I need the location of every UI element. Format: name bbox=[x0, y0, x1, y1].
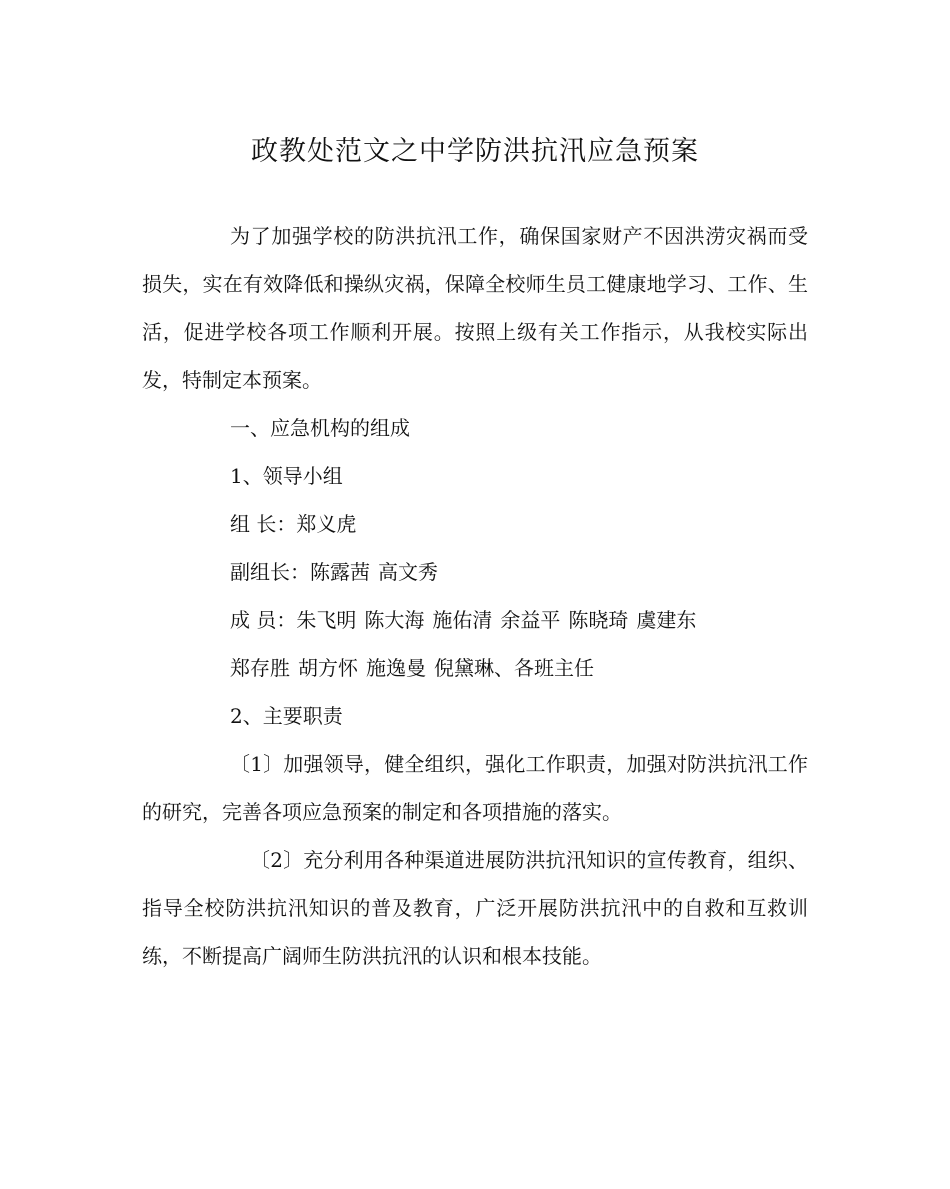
member-name: 郑存胜 bbox=[230, 656, 290, 680]
subsection-heading-main-duties: 2、主要职责 bbox=[230, 704, 343, 728]
intro-paragraph: 为了加强学校的防洪抗汛工作，确保国家财产不因洪涝灾祸而受损失，实在有效降低和操纵灾祸，保障全校师生员工健康地学习、工作、生活，促进学校各项工作顺利开展。按照上级有关工作指示，从我校实际出发，特制定本预案。 bbox=[142, 224, 808, 392]
document-body bbox=[142, 212, 808, 980]
deputy-label: 副组长： bbox=[230, 560, 310, 584]
member-name: 陈大海 bbox=[364, 608, 425, 632]
leader-line bbox=[142, 500, 808, 548]
member-name: 施佑清 bbox=[432, 608, 493, 632]
deputy-line bbox=[142, 548, 808, 596]
member-name: 陈晓琦 bbox=[568, 608, 629, 632]
member-name: 倪黛琳、各班主任 bbox=[434, 656, 594, 680]
leader-label: 组 长： bbox=[230, 512, 297, 536]
deputy-name: 高文秀 bbox=[378, 560, 438, 584]
members-line bbox=[142, 596, 808, 644]
duty-paragraph-1: 〔1〕加强领导，健全组织，强化工作职责，加强对防洪抗汛工作的研究，完善各项应急预案的制定和各项措施的落实。 bbox=[142, 752, 808, 824]
section-heading-organization: 一、应急机构的组成 bbox=[230, 416, 410, 440]
member-name: 朱飞明 bbox=[296, 608, 357, 632]
members-line-continued bbox=[142, 644, 808, 692]
member-name: 胡方怀 bbox=[298, 656, 358, 680]
member-name: 余益平 bbox=[500, 608, 561, 632]
document-title: 政教处范文之中学防洪抗汛应急预案 bbox=[251, 136, 699, 167]
duty-paragraph-2: 〔2〕充分利用各种渠道进展防洪抗汛知识的宣传教育，组织、指导全校防洪抗汛知识的普及教育，广泛开展防洪抗汛中的自救和互救训练，不断提高广阔师生防洪抗汛的认识和根本技能。 bbox=[142, 848, 808, 968]
leader-name: 郑义虎 bbox=[296, 512, 357, 536]
subsection-heading-leadership-group: 1、领导小组 bbox=[230, 464, 343, 488]
deputy-name: 陈露茜 bbox=[310, 560, 370, 584]
members-label: 成 员： bbox=[230, 608, 297, 632]
member-name: 施逸曼 bbox=[366, 656, 426, 680]
member-name: 虞建东 bbox=[636, 608, 697, 632]
